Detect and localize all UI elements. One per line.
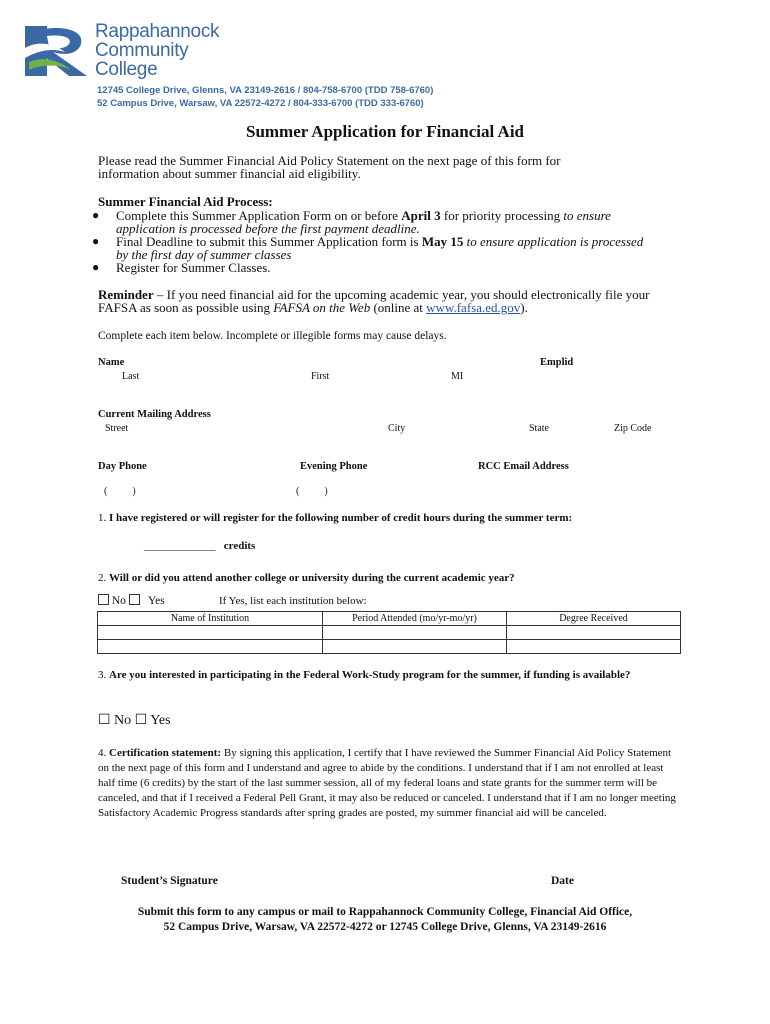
name-label: Name xyxy=(98,357,125,368)
fafsa-link[interactable]: www.fafsa.ed.gov xyxy=(426,300,521,315)
question-number: 4. xyxy=(98,747,109,759)
address-line-1: 12745 College Drive, Glenns, VA 23149-2616 / 804-758-6700 (TDD 758-6760) xyxy=(97,85,434,96)
list-item xyxy=(92,261,652,274)
page-title: Summer Application for Financial Aid xyxy=(245,122,525,141)
table-header-row xyxy=(98,612,681,626)
list-item xyxy=(92,209,652,235)
priority-date: April 3 xyxy=(401,208,441,223)
city-sublabel: City xyxy=(388,423,406,434)
bullet-icon: ● xyxy=(92,260,100,274)
bullet-text: Register for Summer Classes. xyxy=(116,260,271,275)
process-heading: Summer Financial Aid Process: xyxy=(98,194,273,209)
table-cell[interactable] xyxy=(98,640,323,654)
last-name-sublabel: Last xyxy=(122,371,140,382)
table-cell[interactable] xyxy=(323,626,507,640)
evening-phone-label: Evening Phone xyxy=(300,461,368,472)
email-label: RCC Email Address xyxy=(478,461,569,472)
bullet-icon: ● xyxy=(92,234,100,248)
question-text: I have registered or will register for the following number of credit hours during the summer term: xyxy=(109,512,573,524)
question-text: Will or did you attend another college or university during the current academic year? xyxy=(109,572,515,584)
table-cell[interactable] xyxy=(507,640,681,654)
middle-initial-sublabel: MI xyxy=(451,371,464,382)
first-name-sublabel: First xyxy=(311,371,330,382)
column-header: Period Attended (mo/yr-mo/yr) xyxy=(323,612,507,626)
credits-blank[interactable]: _____________ xyxy=(144,540,216,552)
table-row xyxy=(98,626,681,640)
if-yes-note: If Yes, list each institution below: xyxy=(219,595,367,607)
reminder-text: (online at xyxy=(370,300,427,315)
day-phone-field[interactable]: ( ) xyxy=(104,486,136,497)
emplid-label: Emplid xyxy=(540,357,574,368)
bullet-italic: to ensure application is processed by the first day of summer classes xyxy=(116,234,644,262)
evening-phone-field[interactable]: ( ) xyxy=(296,486,328,497)
list-item xyxy=(92,235,652,261)
column-header: Name of Institution xyxy=(98,612,323,626)
bullet-icon: ● xyxy=(92,208,100,222)
college-logo-wordmark xyxy=(95,22,219,79)
date-label: Date xyxy=(551,875,574,887)
day-phone-label: Day Phone xyxy=(98,461,147,472)
table-cell[interactable] xyxy=(507,626,681,640)
column-header: Degree Received xyxy=(507,612,681,626)
credits-label: credits xyxy=(223,540,256,552)
submission-instructions xyxy=(0,905,770,935)
certification-statement xyxy=(98,746,676,821)
q2-options xyxy=(98,594,165,607)
q3-options[interactable]: ☐ No ☐ Yes xyxy=(98,713,171,728)
campus-addresses xyxy=(97,84,433,110)
mailing-address-label: Current Mailing Address xyxy=(98,409,211,420)
complete-note: Complete each item below. Incomplete or illegible forms may cause delays. xyxy=(98,330,447,342)
question-number: 2. xyxy=(98,572,109,584)
table-cell[interactable] xyxy=(98,626,323,640)
institution-table xyxy=(97,611,681,654)
final-deadline: May 15 xyxy=(421,234,464,249)
signature-label: Student’s Signature xyxy=(121,875,218,887)
yes-label: Yes xyxy=(148,595,165,607)
address-line-2: 52 Campus Drive, Warsaw, VA 22572-4272 / 804-333-6700 (TDD 333-6760) xyxy=(97,98,424,109)
bullet-text: Final Deadline to submit this Summer Application form is xyxy=(116,234,422,249)
college-logo xyxy=(25,22,245,84)
street-sublabel: Street xyxy=(105,423,129,434)
logo-line-1: Rappahannock xyxy=(95,21,220,42)
zip-sublabel: Zip Code xyxy=(614,423,652,434)
yes-checkbox[interactable] xyxy=(129,594,140,605)
no-label: No xyxy=(111,595,126,607)
submit-line-1: Submit this form to any campus or mail to Rappahannock Community College, Financial Aid Office, xyxy=(137,906,633,918)
certification-label: Certification statement: xyxy=(109,747,222,759)
no-checkbox[interactable] xyxy=(98,594,109,605)
reminder-text: – If you need financial aid for the upcoming academic year, you should electronically file your FAFSA as soon as possible using xyxy=(98,287,650,315)
reminder-paragraph xyxy=(98,288,678,314)
logo-line-3: College xyxy=(95,59,158,80)
intro-paragraph: Please read the Summer Financial Aid Policy Statement on the next page of this form for information about summer financial aid eligibility. xyxy=(98,153,561,181)
state-sublabel: State xyxy=(529,423,549,434)
question-3 xyxy=(98,668,658,682)
table-cell[interactable] xyxy=(323,640,507,654)
question-text: Are you interested in participating in the Federal Work-Study program for the summer, if funding is available? xyxy=(109,669,631,681)
bullet-text: Complete this Summer Application Form on or before xyxy=(116,208,402,223)
bullet-text: for priority processing xyxy=(440,208,564,223)
question-number: 1. xyxy=(98,512,109,524)
logo-line-2: Community xyxy=(95,40,189,61)
process-list xyxy=(92,209,652,274)
credits-field[interactable] xyxy=(144,540,255,552)
college-logo-icon xyxy=(25,22,95,78)
certification-text: By signing this application, I certify that I have reviewed the Summer Financial Aid Policy Statement on the next page of this form and I understand and agree to abide by the conditions. I understand that if I am not enrolled at least half time (6 credits) by the start of the last summer session, all of my federal loans and state grants for the summer term will be canceled, and that if I received a Federal Pell Grant, it may also be reduced or canceled. I understand that if I am no longer meeting Satisfactory Academic Progress standards after spring grades are posted, my summer financial aid will be canceled. xyxy=(98,747,676,819)
reminder-italic: FAFSA on the Web xyxy=(273,300,371,315)
reminder-text: ). xyxy=(520,300,528,315)
submit-line-2: 52 Campus Drive, Warsaw, VA 22572-4272 or 12745 College Drive, Glenns, VA 23149-2616 xyxy=(163,921,607,933)
question-number: 3. xyxy=(98,669,109,681)
bullet-italic: to ensure application is processed before the first payment deadline. xyxy=(116,208,611,236)
reminder-label: Reminder xyxy=(98,287,154,302)
table-row xyxy=(98,640,681,654)
question-1 xyxy=(98,512,572,524)
question-2 xyxy=(98,572,515,584)
